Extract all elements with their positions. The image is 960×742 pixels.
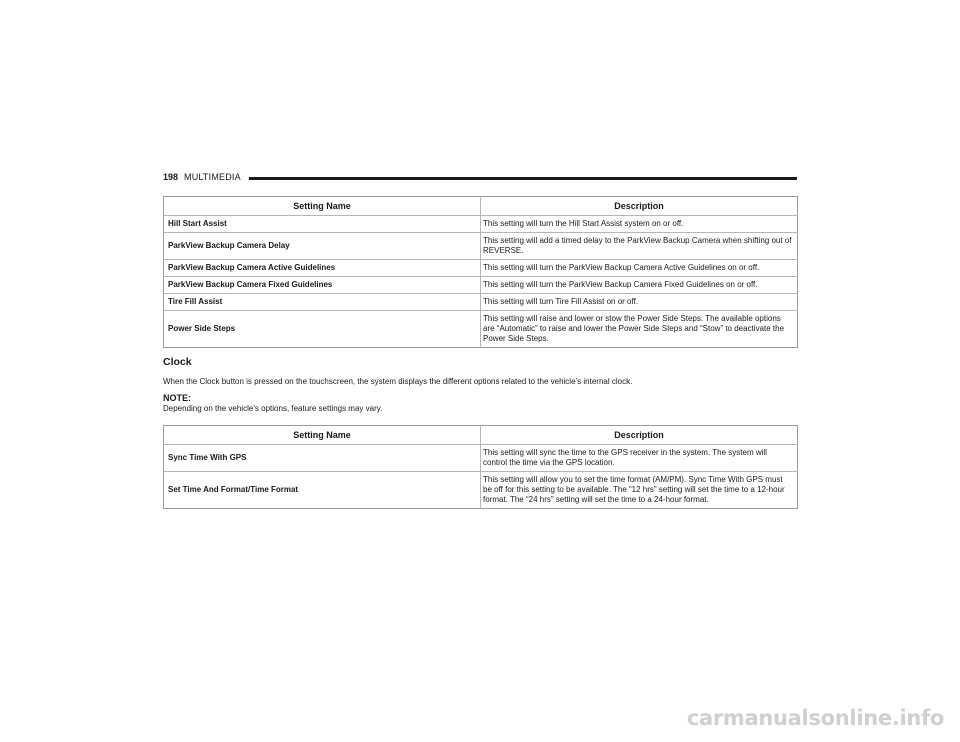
column-header-setting-name: Setting Name	[164, 426, 481, 445]
note-label: NOTE:	[163, 393, 191, 403]
clock-heading: Clock	[163, 356, 192, 368]
setting-name-cell: ParkView Backup Camera Active Guidelines	[164, 260, 481, 277]
setting-name-cell: Hill Start Assist	[164, 216, 481, 233]
table-row	[164, 277, 798, 294]
table-row	[164, 216, 798, 233]
setting-name-cell: Power Side Steps	[164, 311, 481, 348]
setting-name-cell: Set Time And Format/Time Format	[164, 472, 481, 509]
settings-table-general	[163, 196, 798, 348]
header-rule	[249, 177, 797, 180]
setting-description-cell: This setting will turn Tire Fill Assist on or off.	[481, 294, 798, 311]
column-header-setting-name: Setting Name	[164, 197, 481, 216]
setting-name-cell: Sync Time With GPS	[164, 445, 481, 472]
note-text: Depending on the vehicle’s options, feature settings may vary.	[163, 404, 383, 413]
setting-description-cell: This setting will add a timed delay to the ParkView Backup Camera when shifting out of REVERSE.	[481, 233, 798, 260]
setting-description-cell: This setting will allow you to set the time format (AM/PM). Sync Time With GPS must be off for this setting to be available. The “12 hrs” setting will set the time to a 12-hour format. The “24 hrs” setting will set the time to a 24-hour format.	[481, 472, 798, 509]
page-header	[163, 172, 797, 186]
table-header-row	[164, 426, 798, 445]
section-title: MULTIMEDIA	[184, 172, 241, 182]
table-row	[164, 260, 798, 277]
column-header-description: Description	[481, 197, 798, 216]
page-number: 198	[163, 172, 179, 182]
table-row	[164, 294, 798, 311]
setting-name-cell: ParkView Backup Camera Fixed Guidelines	[164, 277, 481, 294]
table-row	[164, 472, 798, 509]
watermark: carmanualsonline.info	[686, 706, 944, 730]
setting-description-cell: This setting will turn the ParkView Backup Camera Fixed Guidelines on or off.	[481, 277, 798, 294]
table-row	[164, 445, 798, 472]
table-row	[164, 311, 798, 348]
column-header-description: Description	[481, 426, 798, 445]
setting-description-cell: This setting will turn the ParkView Backup Camera Active Guidelines on or off.	[481, 260, 798, 277]
setting-name-cell: ParkView Backup Camera Delay	[164, 233, 481, 260]
setting-description-cell: This setting will raise and lower or stow the Power Side Steps. The available options are “Automatic” to raise and lower the Power Side Steps and “Stow” to deactivate the Power Side Steps.	[481, 311, 798, 348]
setting-description-cell: This setting will sync the time to the GPS receiver in the system. The system will control the time via the GPS location.	[481, 445, 798, 472]
settings-table-clock	[163, 425, 798, 509]
clock-paragraph: When the Clock button is pressed on the touchscreen, the system displays the different options related to the vehicle’s internal clock.	[163, 377, 633, 386]
setting-description-cell: This setting will turn the Hill Start Assist system on or off.	[481, 216, 798, 233]
table-header-row	[164, 197, 798, 216]
table-row	[164, 233, 798, 260]
setting-name-cell: Tire Fill Assist	[164, 294, 481, 311]
